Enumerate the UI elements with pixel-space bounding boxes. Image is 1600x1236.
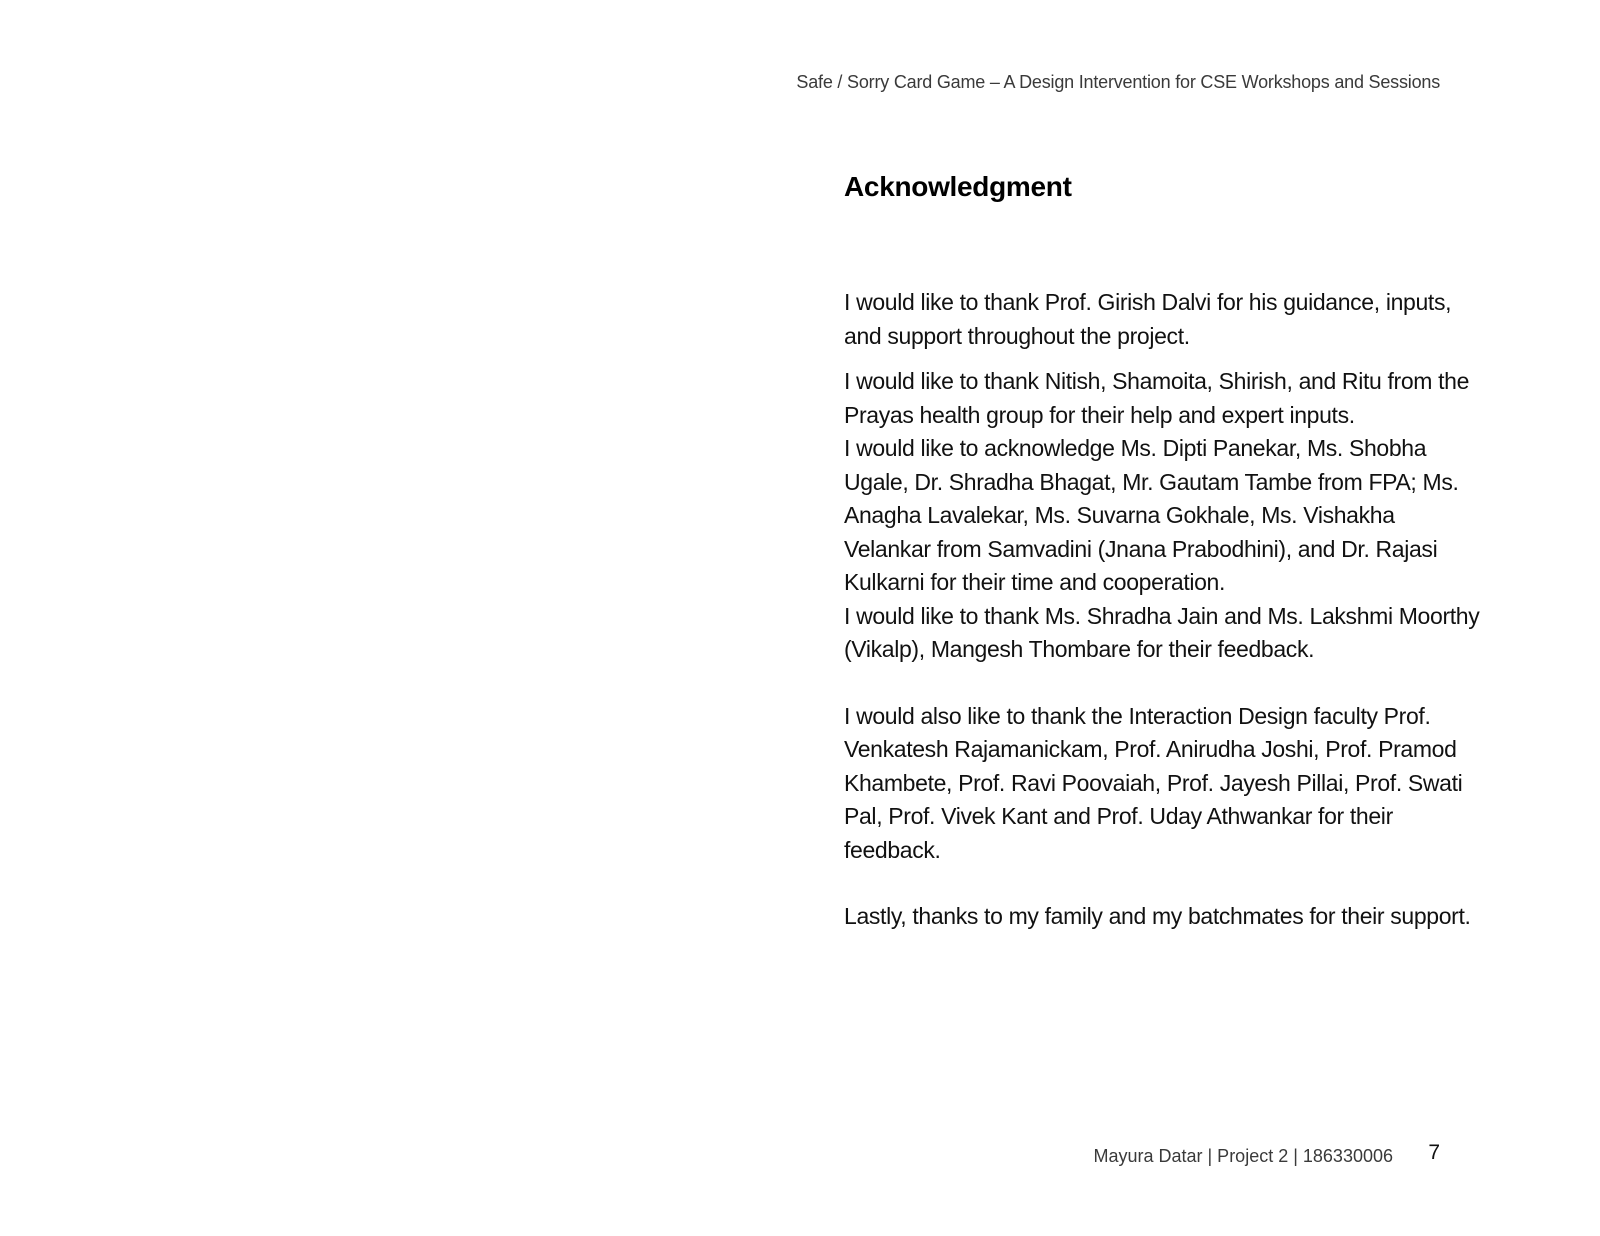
- paragraph-guidance: I would like to thank Prof. Girish Dalvi for his guidance, inputs, and support throughout the project.: [844, 289, 1452, 349]
- acknowledgment-body: [844, 286, 1484, 934]
- page-title: Acknowledgment: [844, 171, 1072, 202]
- footer-author-info: Mayura Datar | Project 2 | 186330006: [1093, 1146, 1393, 1166]
- paragraph-prayas: I would like to thank Nitish, Shamoita, Shirish, and Ritu from the Prayas health group for their help and expert inputs.: [844, 368, 1470, 428]
- page-number: 7: [1428, 1141, 1440, 1164]
- paragraph-faculty: I would also like to thank the Interaction Design faculty Prof. Venkatesh Rajamanickam, Prof. Anirudha Joshi, Prof. Pramod Khambete, Prof. Ravi Poovaiah, Prof. Jayesh Pillai, Prof. Swati Pal, Prof. Vivek Kant and Prof. Uday Athwankar for their feedback.: [844, 702, 1463, 863]
- running-header: Safe / Sorry Card Game – A Design Intervention for CSE Workshops and Sessions: [796, 72, 1440, 92]
- paragraph-acknowledge: I would like to acknowledge Ms. Dipti Panekar, Ms. Shobha Ugale, Dr. Shradha Bhagat, Mr. Gautam Tambe from FPA; Ms. Anagha Lavalekar, Ms. Suvarna Gokhale, Ms. Vishakha Velankar from Samvadini (Jnana Prabodhini), and Dr. Rajasi Kulkarni for their time and cooperation.: [844, 435, 1459, 595]
- acknowledgment-section: [844, 168, 1484, 206]
- paragraph-feedback: I would like to thank Ms. Shradha Jain and Ms. Lakshmi Moorthy (Vikalp), Mangesh Thombare for their feedback.: [844, 602, 1480, 662]
- paragraph-family: Lastly, thanks to my family and my batchmates for their support.: [844, 903, 1471, 929]
